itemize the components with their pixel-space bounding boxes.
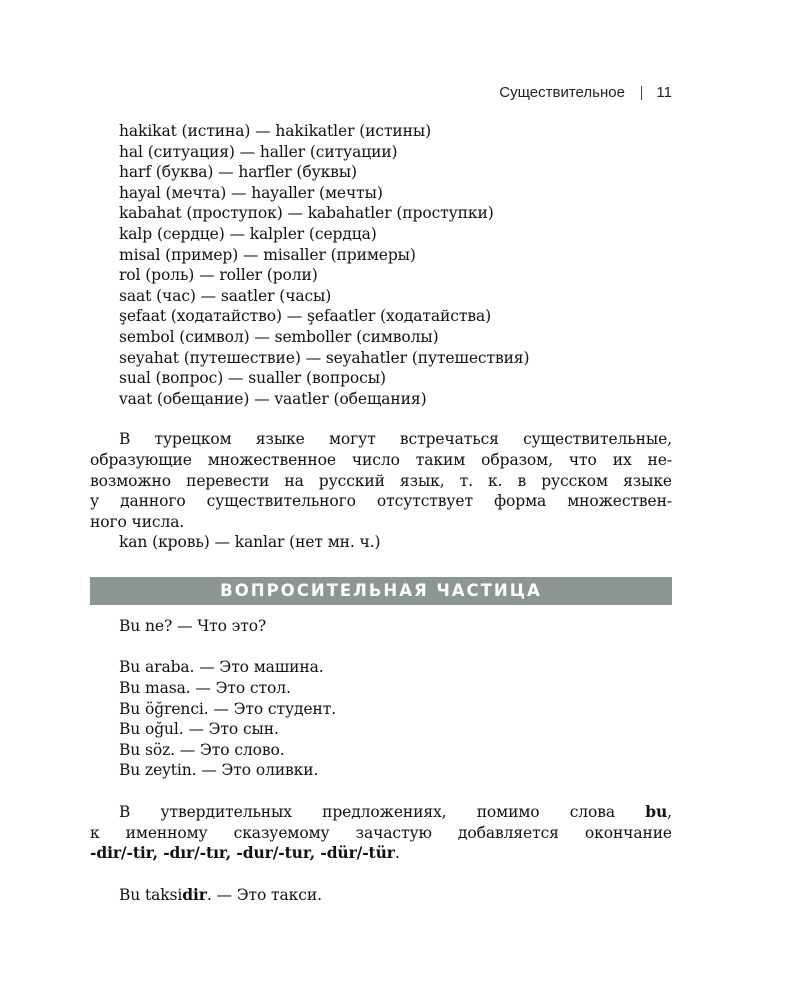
- paragraph-line: у данного существительного отсутствует форма множествен-: [90, 492, 672, 511]
- list-item: Bu masa. — Это стол.: [119, 679, 291, 698]
- page-body: [90, 121, 672, 905]
- list-item: kabahat (проступок) — kabahatler (проступки): [119, 204, 494, 223]
- list-item: vaat (обещание) — vaatler (обещания): [119, 389, 427, 408]
- list-item: harf (буква) — harfler (буквы): [119, 163, 357, 182]
- example-kan: kan (кровь) — kanlar (нет мн. ч.): [119, 533, 381, 552]
- list-item: Bu araba. — Это машина.: [119, 658, 324, 677]
- spacer: [90, 636, 672, 657]
- spacer: [90, 864, 672, 885]
- paragraph-plural-note: [90, 429, 672, 532]
- paragraph-line: к именному сказуемому зачастую добавляется окончание: [90, 823, 672, 842]
- header-separator: [641, 86, 643, 100]
- list-item: kalp (сердце) — kalpler (сердца): [119, 224, 377, 243]
- list-item: sual (вопрос) — sualler (вопросы): [119, 369, 386, 388]
- bold-suffix: dir: [182, 884, 207, 904]
- paragraph-text: ,: [667, 803, 672, 822]
- paragraph-line: возможно перевести на русский язык, т. к. в русском языке: [90, 471, 672, 490]
- paragraph-text: .: [394, 844, 400, 863]
- page-number: 11: [656, 84, 672, 101]
- spacer: [90, 409, 672, 429]
- paragraph-affirmative: [90, 802, 672, 864]
- section-heading: ВОПРОСИТЕЛЬНАЯ ЧАСТИЦА: [90, 577, 672, 605]
- plural-list: [90, 121, 672, 409]
- paragraph-line: [90, 802, 672, 823]
- bold-word: bu: [645, 802, 668, 822]
- paragraph-text: В утвердительных предложениях, помимо слова: [119, 803, 646, 822]
- spacer: [90, 781, 672, 802]
- example-text: . — Это такси.: [206, 885, 322, 904]
- list-item: rol (роль) — roller (роли): [119, 266, 318, 285]
- list-item: saat (час) — saatler (часы): [119, 286, 332, 305]
- spacer: [90, 553, 672, 577]
- list-item: hayal (мечта) — hayaller (мечты): [119, 183, 383, 202]
- question-example: Bu ne? — Что это?: [119, 616, 267, 635]
- running-header: [499, 84, 672, 101]
- paragraph-line: образующие множественное число таким образом, что их не-: [90, 450, 672, 469]
- running-title: Существительное: [499, 84, 625, 101]
- example-text: Bu taksi: [119, 885, 183, 904]
- list-item: hakikat (истина) — hakikatler (истины): [119, 122, 432, 140]
- paragraph-line: [90, 843, 672, 864]
- paragraph-line: В турецком языке могут встречаться существительные,: [119, 430, 672, 449]
- suffix-list: -dir/-tir, -dır/-tır, -dur/-tur, -dür/-tür: [90, 843, 395, 863]
- list-item: Bu söz. — Это слово.: [119, 740, 285, 759]
- list-item: Bu zeytin. — Это оливки.: [119, 761, 319, 780]
- list-item: Bu oğul. — Это сын.: [119, 720, 279, 739]
- spacer: [90, 605, 672, 616]
- final-example: [90, 885, 672, 906]
- list-item: seyahat (путешествие) — seyahatler (путешествия): [119, 348, 530, 367]
- example-list: [90, 657, 672, 781]
- list-item: hal (ситуация) — haller (ситуации): [119, 142, 398, 161]
- list-item: misal (пример) — misaller (примеры): [119, 245, 416, 264]
- list-item: Bu öğrenci. — Это студент.: [119, 699, 337, 718]
- list-item: şefaat (ходатайство) — şefaatler (ходатайства): [119, 307, 492, 326]
- paragraph-line: ного числа.: [90, 512, 185, 531]
- list-item: sembol (символ) — semboller (символы): [119, 327, 439, 346]
